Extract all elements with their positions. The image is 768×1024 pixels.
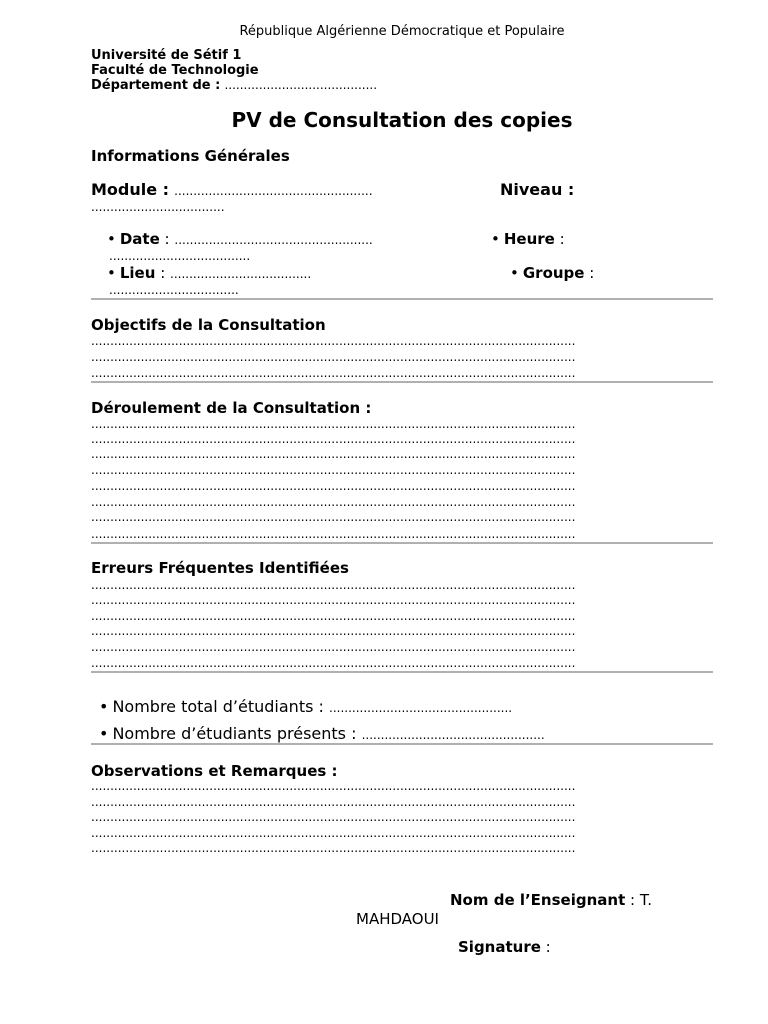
niveau-dots: ................................... [91,200,225,214]
dotted-line: ............................................................................................................................... [91,447,576,461]
section-divider [91,743,713,745]
heure-dots: ..................................... [109,249,251,263]
teacher-field [450,891,652,909]
date-sep: : [159,230,170,248]
total-students-field [99,697,512,716]
deroulement-heading: Déroulement de la Consultation : [91,399,372,417]
dotted-line: ............................................................................................................................... [91,578,576,592]
erreurs-heading: Erreurs Fréquentes Identifiées [91,559,349,577]
dotted-line: ............................................................................................................................... [91,334,576,348]
faculty-name: Faculté de Technologie [91,63,259,78]
dotted-line: ............................................................................................................................... [91,417,576,431]
university-name: Université de Sétif 1 [91,48,242,63]
lieu-label: Lieu [119,264,156,282]
dotted-line: ............................................................................................................................... [91,795,576,809]
teacher-name: MAHDAOUI [356,910,439,928]
general-info-heading: Informations Générales [91,147,290,165]
total-students-label: Nombre total d’étudiants : [112,697,324,716]
dotted-line: ............................................................................................................................... [91,366,576,380]
department-line [91,78,377,93]
signature-field [458,938,551,956]
lieu-dots: ..................................... [170,267,312,281]
heure-field [491,230,565,248]
teacher-label: Nom de l’Enseignant [450,891,626,909]
section-divider [91,381,713,383]
section-divider [91,542,713,544]
lieu-field [107,264,311,282]
section-divider [91,298,713,300]
present-students-dots: ................................................ [361,728,545,742]
dotted-line: ............................................................................................................................... [91,593,576,607]
dotted-line: ............................................................................................................................... [91,779,576,793]
observations-heading: Observations et Remarques : [91,762,338,780]
signature-sep: : [540,938,551,956]
dotted-line: ............................................................................................................................... [91,350,576,364]
date-field [107,230,373,248]
dotted-line: ............................................................................................................................... [91,656,576,670]
dotted-line: ............................................................................................................................... [91,624,576,638]
objectifs-heading: Objectifs de la Consultation [91,316,326,334]
bullet-icon: • [491,230,500,248]
dotted-line: ............................................................................................................................... [91,527,576,541]
dotted-line: ............................................................................................................................... [91,432,576,446]
dotted-line: ............................................................................................................................... [91,640,576,654]
module-label: Module : [91,180,170,199]
dotted-line: ............................................................................................................................... [91,495,576,509]
department-label: Département de : [91,78,221,93]
bullet-icon: • [99,697,109,716]
groupe-label: Groupe [522,264,585,282]
bullet-icon: • [510,264,519,282]
dotted-line: ............................................................................................................................... [91,510,576,524]
republic-header: République Algérienne Démocratique et Populaire [239,24,565,39]
groupe-dots: .................................. [109,283,239,297]
niveau-label: Niveau : [500,180,575,199]
total-students-dots: ................................................ [329,701,513,715]
present-students-label: Nombre d’étudiants présents : [112,724,357,743]
groupe-sep: : [584,264,595,282]
dotted-line: ............................................................................................................................... [91,463,576,477]
bullet-icon: • [107,230,116,248]
lieu-sep: : [155,264,166,282]
teacher-sep: : T. [625,891,652,909]
page-title: PV de Consultation des copies [231,108,573,132]
heure-label: Heure [503,230,555,248]
heure-sep: : [554,230,565,248]
date-label: Date [119,230,160,248]
module-field [91,180,373,199]
date-dots: .................................................... [174,233,373,247]
present-students-field [99,724,545,743]
dotted-line: ............................................................................................................................... [91,609,576,623]
section-divider [91,671,713,673]
bullet-icon: • [99,724,109,743]
signature-label: Signature [458,938,541,956]
groupe-field [510,264,594,282]
module-dots: .................................................... [174,184,373,198]
dotted-line: ............................................................................................................................... [91,841,576,855]
bullet-icon: • [107,264,116,282]
dotted-line: ............................................................................................................................... [91,810,576,824]
dotted-line: ............................................................................................................................... [91,826,576,840]
dotted-line: ............................................................................................................................... [91,479,576,493]
department-dots: ........................................ [224,78,378,92]
